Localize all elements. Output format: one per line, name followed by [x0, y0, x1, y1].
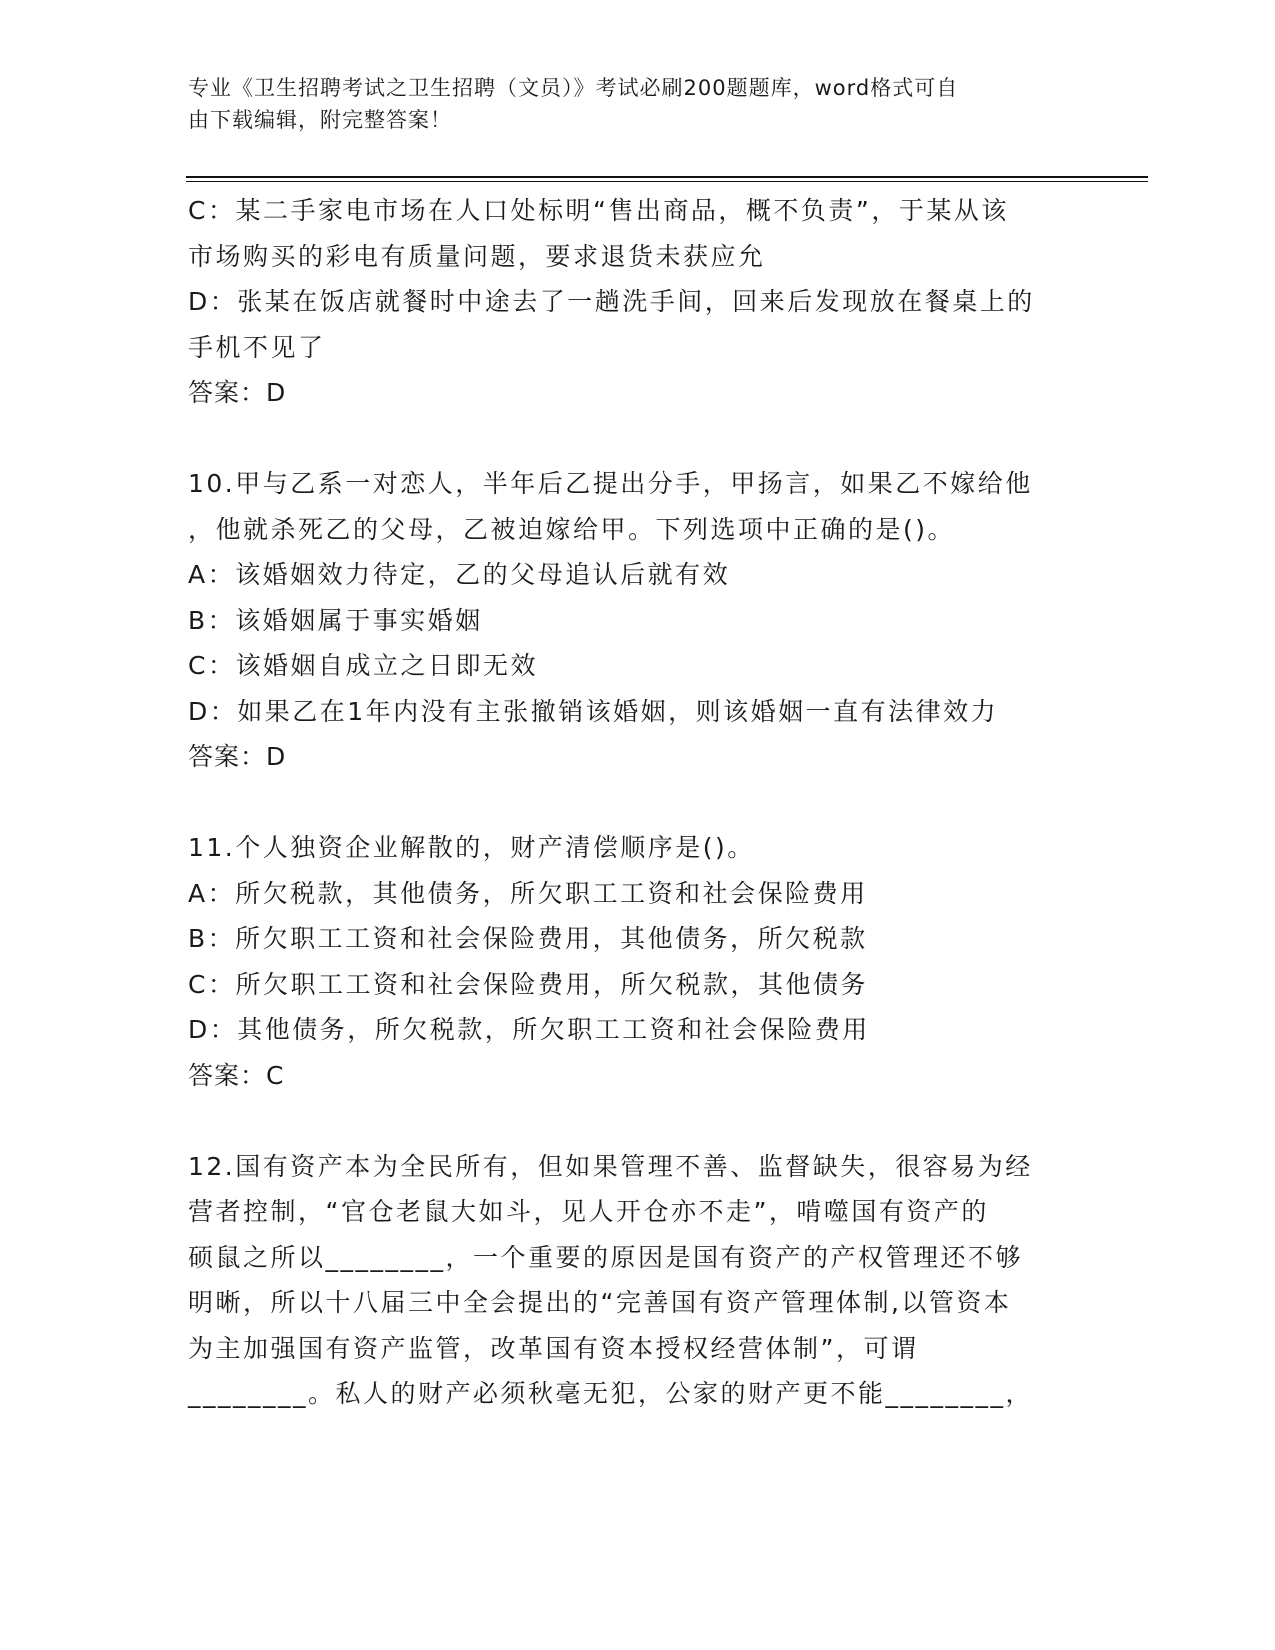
q11-option-d: D：其他债务，所欠税款，所欠职工工资和社会保险费用 — [188, 1015, 870, 1044]
spacer — [188, 416, 1088, 462]
q9-option-c-line-2: 市场购买的彩电有质量问题，要求退货未获应允 — [188, 241, 766, 271]
question-10 — [188, 461, 1088, 780]
header-line-1: 专业《卫生招聘考试之卫生招聘（文员）》考试必刷200题题库，word格式可自 — [188, 76, 959, 100]
q11-option-b: B：所欠职工工资和社会保险费用，其他债务，所欠税款 — [188, 924, 868, 953]
q9-option-c-line-1: C：某二手家电市场在人口处标明“售出商品，概不负责”，于某从该 — [188, 196, 1009, 225]
q10-option-b: B：该婚姻属于事实婚姻 — [188, 605, 483, 635]
q11-answer: 答案：C — [188, 1060, 285, 1090]
header-rule-thick — [186, 176, 1148, 178]
q9-option-d-line-1: D：张某在饭店就餐时中途去了一趟洗手间，回来后发现放在餐桌上的 — [188, 287, 1035, 316]
q11-option-a: A：所欠税款，其他债务，所欠职工工资和社会保险费用 — [188, 878, 868, 908]
q10-stem-line-1: 10.甲与乙系一对恋人，半年后乙提出分手，甲扬言，如果乙不嫁给他 — [188, 469, 1033, 498]
q10-answer: 答案：D — [188, 742, 287, 771]
q11-stem: 11.个人独资企业解散的，财产清偿顺序是()。 — [188, 833, 755, 862]
q10-option-c: C：该婚姻自成立之日即无效 — [188, 651, 538, 680]
document-header — [188, 72, 1068, 136]
document-body — [188, 188, 1088, 1417]
spacer — [188, 780, 1088, 826]
spacer — [188, 1098, 1088, 1144]
q12-stem-line-6: ________。私人的财产必须秋毫无犯，公家的财产更不能________， — [188, 1379, 1034, 1408]
q12-stem-line-3: 硕鼠之所以________，一个重要的原因是国有资产的产权管理还不够 — [188, 1242, 1024, 1272]
question-11 — [188, 825, 1088, 1098]
header-line-2: 由下载编辑，附完整答案！ — [188, 108, 452, 132]
q10-stem-line-2: ，他就杀死乙的父母，乙被迫嫁给甲。下列选项中正确的是()。 — [188, 514, 956, 544]
question-12 — [188, 1144, 1088, 1417]
q12-stem-line-1: 12.国有资产本为全民所有，但如果管理不善、监督缺失，很容易为经 — [188, 1151, 1033, 1181]
q11-option-c: C：所欠职工工资和社会保险费用，所欠税款，其他债务 — [188, 969, 868, 999]
q12-stem-line-5: 为主加强国有资产监管，改革国有资本授权经营体制”，可谓 — [188, 1333, 919, 1363]
question-9-continued — [188, 188, 1088, 416]
q12-stem-line-2: 营者控制，“官仓老鼠大如斗，见人开仓亦不走”，啃噬国有资产的 — [188, 1197, 989, 1226]
q9-option-d-line-2: 手机不见了 — [188, 332, 326, 362]
q9-answer: 答案：D — [188, 378, 287, 407]
q10-option-d: D：如果乙在1年内没有主张撤销该婚姻，则该婚姻一直有法律效力 — [188, 696, 999, 726]
q10-option-a: A：该婚姻效力待定，乙的父母追认后就有效 — [188, 560, 731, 589]
q12-stem-line-4: 明晰，所以十八届三中全会提出的“完善国有资产管理体制,以管资本 — [188, 1288, 1012, 1317]
header-rule-thin — [186, 181, 1148, 182]
